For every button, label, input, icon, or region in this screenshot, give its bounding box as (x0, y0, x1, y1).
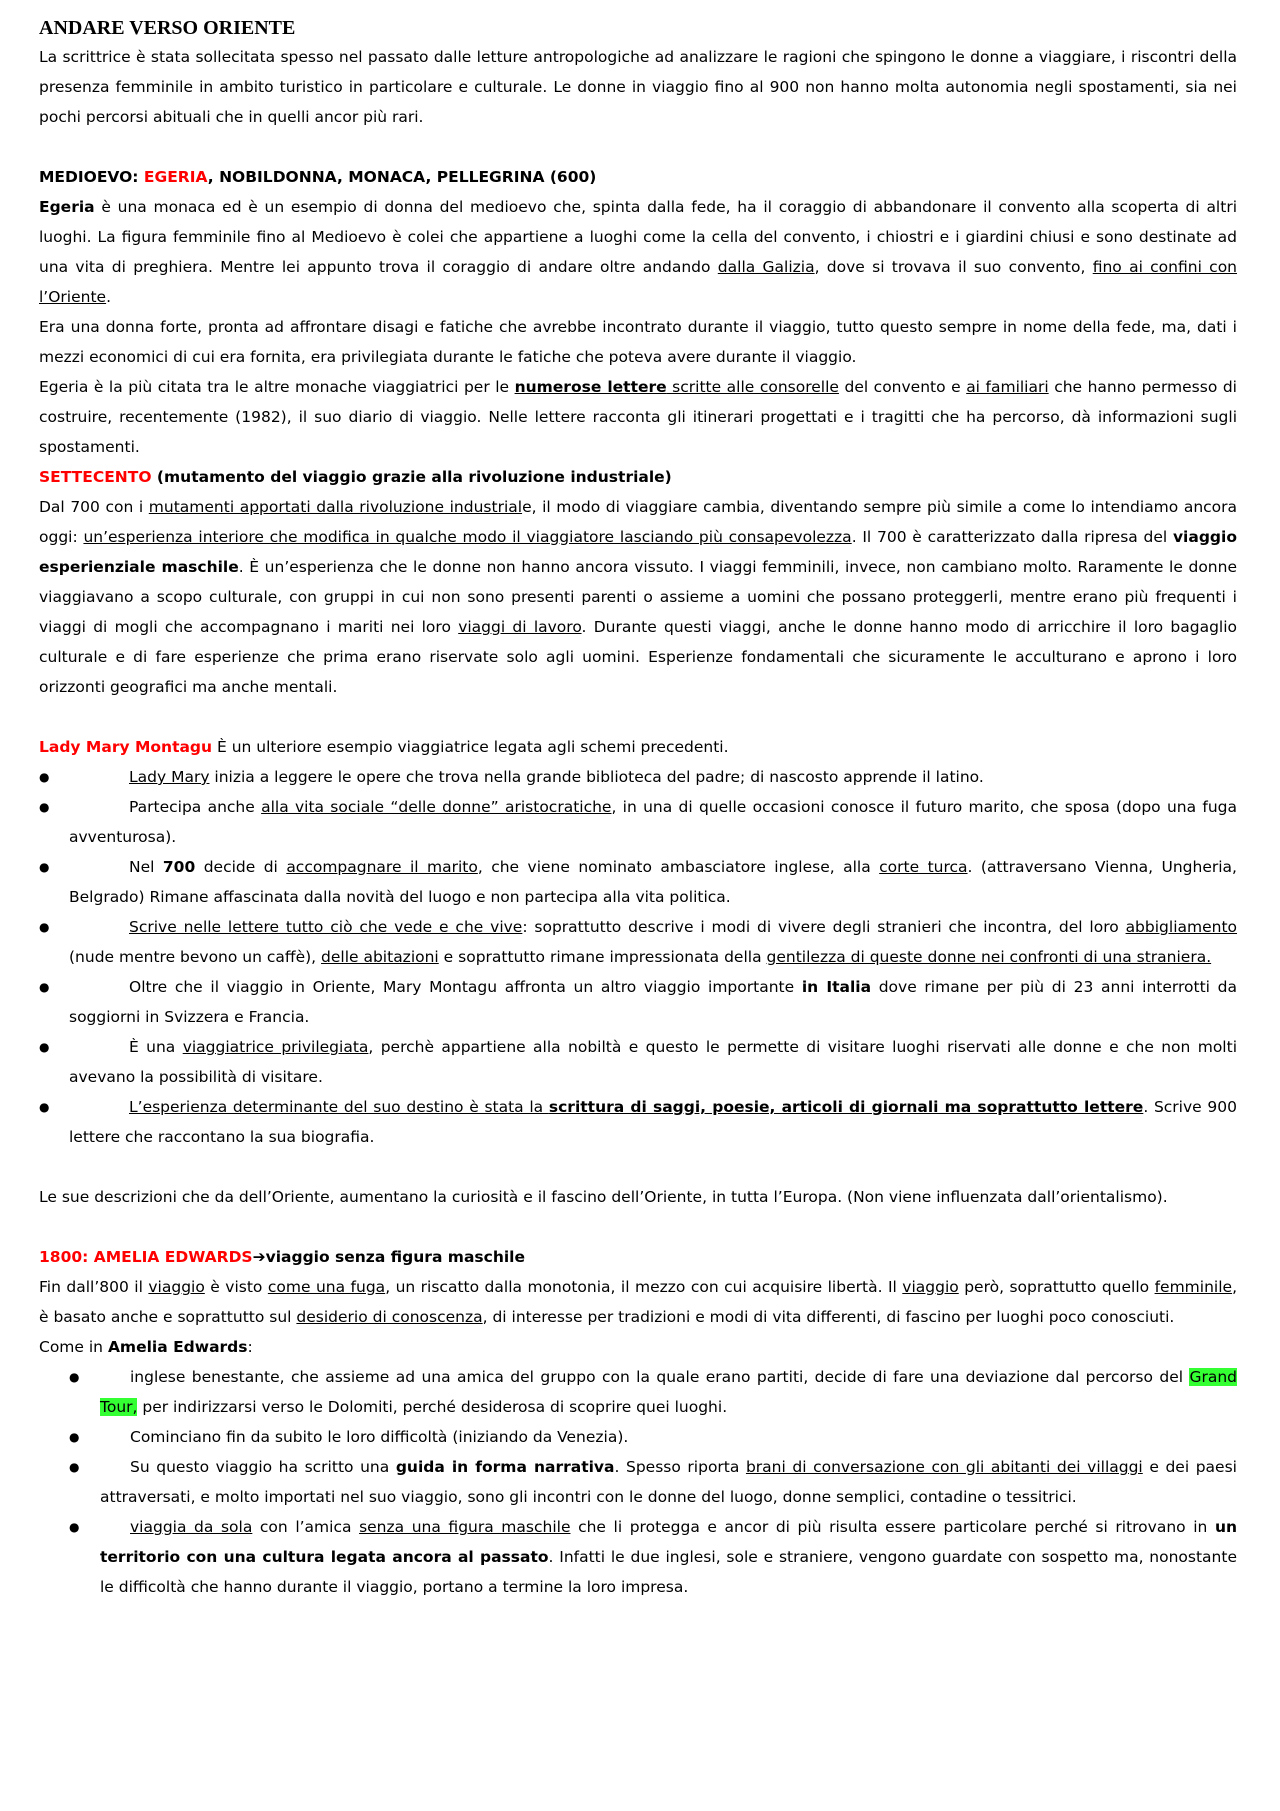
settecento-paragraph: Dal 700 con i mutamenti apportati dalla rivoluzione industriale, il modo di viaggiare cambia, diventando sempre più simile a come lo intendiamo ancora oggi: un’esperienza interiore che modifica in qualche modo il viaggiatore lasciando più consapevolezza. Il 700 è caratterizzato dalla ripresa del viaggio esperienziale maschile. È un’esperienza che le donne non hanno ancora vissuto. I viaggi femminili, invece, non cambiano molto. Raramente le donne viaggiavano a scopo culturale, con gruppi in cui non sono presenti parenti o assieme a uomini che possano proteggerli, mentre erano più frequenti i viaggi di mogli che accompagnano i mariti nei loro viaggi di lavoro. Durante questi viaggi, anche le donne hanno modo di arricchire il loro bagaglio culturale e di fare esperienze che prima erano riservate solo agli uomini. Esperienze fondamentali che sicuramente le acculturano e aprono i loro orizzonti geografici ma anche mentali. (39, 498, 1238, 696)
list-item: ● Nel 700 decide di accompagnare il marito, che viene nominato ambasciatore inglese, alla corte turca. (attraversano Vienna, Ungheria, Belgrado) Rimane affascinata dalla novità del luogo e non partecipa alla vita politica. (39, 852, 1237, 912)
list-item: ● È una viaggiatrice privilegiata, perchè appartiene alla nobiltà e questo le permette di visitare luoghi riservati alle donne e che non molti avevano la possibilità di visitare. (39, 1032, 1237, 1092)
montagu-heading: Lady Mary Montagu È un ulteriore esempio viaggiatrice legata agli schemi precedenti. (39, 738, 729, 756)
intro-paragraph: La scrittrice è stata sollecitata spesso nel passato dalle letture antropologiche ad analizzare le ragioni che spingono le donne a viaggiare, i riscontri della presenza femminile in ambito turistico in particolare e culturale. Le donne in viaggio fino al 900 non hanno molta autonomia negli spostamenti, sia nei pochi percorsi abituali che in quelli ancor più rari. (39, 48, 1237, 126)
montagu-bullet-list (39, 762, 1237, 1152)
medioevo-heading: MEDIOEVO: EGERIA, NOBILDONNA, MONACA, PELLEGRINA (600) (39, 168, 597, 186)
list-item: ● inglese benestante, che assieme ad una amica del gruppo con la quale erano partiti, decide di fare una deviazione dal percorso del Grand Tour, per indirizzarsi verso le Dolomiti, perché desiderosa di scoprire quei luoghi. (39, 1362, 1237, 1422)
edwards-heading: 1800: AMELIA EDWARDS➔viaggio senza figura maschile (39, 1248, 525, 1266)
list-item: ● viaggia da sola con l’amica senza una figura maschile che li protegga e ancor di più risulta essere particolare perché si ritrovano in un territorio con una cultura legata ancora al passato. Infatti le due inglesi, sole e straniere, vengono guardate con sospetto ma, nonostante le difficoltà che hanno durante il viaggio, portano a termine la loro impresa. (39, 1512, 1237, 1602)
list-item: ● Su questo viaggio ha scritto una guida in forma narrativa. Spesso riporta brani di conversazione con gli abitanti dei villaggi e dei paesi attraversati, e molto importati nel suo viaggio, sono gli incontri con le donne del luogo, donne semplici, contadine o tessitrici. (39, 1452, 1237, 1512)
list-item: ● L’esperienza determinante del suo destino è stata la scrittura di saggi, poesie, articoli di giornali ma soprattutto lettere. Scrive 900 lettere che raccontano la sua biografia. (39, 1092, 1237, 1152)
settecento-heading: SETTECENTO (mutamento del viaggio grazie alla rivoluzione industriale) (39, 468, 672, 486)
grand-tour-highlight: Grand Tour, (100, 1368, 1237, 1416)
edwards-bullet-list (39, 1362, 1237, 1602)
edwards-come-line: Come in Amelia Edwards: (39, 1338, 253, 1356)
edwards-paragraph: Fin dall’800 il viaggio è visto come una fuga, un riscatto dalla monotonia, il mezzo con cui acquisire libertà. Il viaggio però, soprattutto quello femminile, è basato anche e soprattutto sul desiderio di conoscenza, di interesse per tradizioni e modi di vita differenti, di fascino per luoghi poco conosciuti. (39, 1278, 1237, 1326)
medioevo-paragraph-2: Era una donna forte, pronta ad affrontare disagi e fatiche che avrebbe incontrato durante il viaggio, tutto questo sempre in nome della fede, ma, dati i mezzi economici di cui era fornita, era privilegiata durante le fatiche che poteva avere durante il viaggio. (39, 318, 1237, 366)
page-title: ANDARE VERSO ORIENTE (39, 17, 296, 39)
medioevo-paragraph-3: Egeria è la più citata tra le altre monache viaggiatrici per le numerose lettere scritte alle consorelle del convento e ai familiari che hanno permesso di costruire, recentemente (1982), il suo diario di viaggio. Nelle lettere racconta gli itinerari progettati e i tragitti che ha percorso, dà informazioni sugli spostamenti. (39, 378, 1237, 456)
list-item: ● Scrive nelle lettere tutto ciò che vede e che vive: soprattutto descrive i modi di vivere degli stranieri che incontra, del loro abbigliamento (nude mentre bevono un caffè), delle abitazioni e soprattutto rimane impressionata della gentilezza di queste donne nei confronti di una straniera. (39, 912, 1237, 972)
list-item: ● Lady Mary inizia a leggere le opere che trova nella grande biblioteca del padre; di nascosto apprende il latino. (39, 762, 1237, 792)
list-item: ● Cominciano fin da subito le loro difficoltà (iniziando da Venezia). (39, 1422, 1237, 1452)
list-item: ● Partecipa anche alla vita sociale “delle donne” aristocratiche, in una di quelle occasioni conosce il futuro marito, che sposa (dopo una fuga avventurosa). (39, 792, 1237, 852)
montagu-after-paragraph: Le sue descrizioni che da dell’Oriente, aumentano la curiosità e il fascino dell’Oriente, in tutta l’Europa. (Non viene influenzata dall’orientalismo). (39, 1188, 1168, 1206)
medioevo-paragraph-1: Egeria è una monaca ed è un esempio di donna del medioevo che, spinta dalla fede, ha il coraggio di abbandonare il convento alla scoperta di altri luoghi. La figura femminile fino al Medioevo è colei che appartiene a luoghi come la cella del convento, i chiostri e i giardini chiusi e sono destinate ad una vita di preghiera. Mentre lei appunto trova il coraggio di andare oltre andando dalla Galizia, dove si trovava il suo convento, fino ai confini con l’Oriente. (39, 198, 1237, 306)
list-item: ● Oltre che il viaggio in Oriente, Mary Montagu affronta un altro viaggio importante in Italia dove rimane per più di 23 anni interrotti da soggiorni in Svizzera e Francia. (39, 972, 1237, 1032)
arrow-icon: ➔ (252, 1248, 266, 1266)
